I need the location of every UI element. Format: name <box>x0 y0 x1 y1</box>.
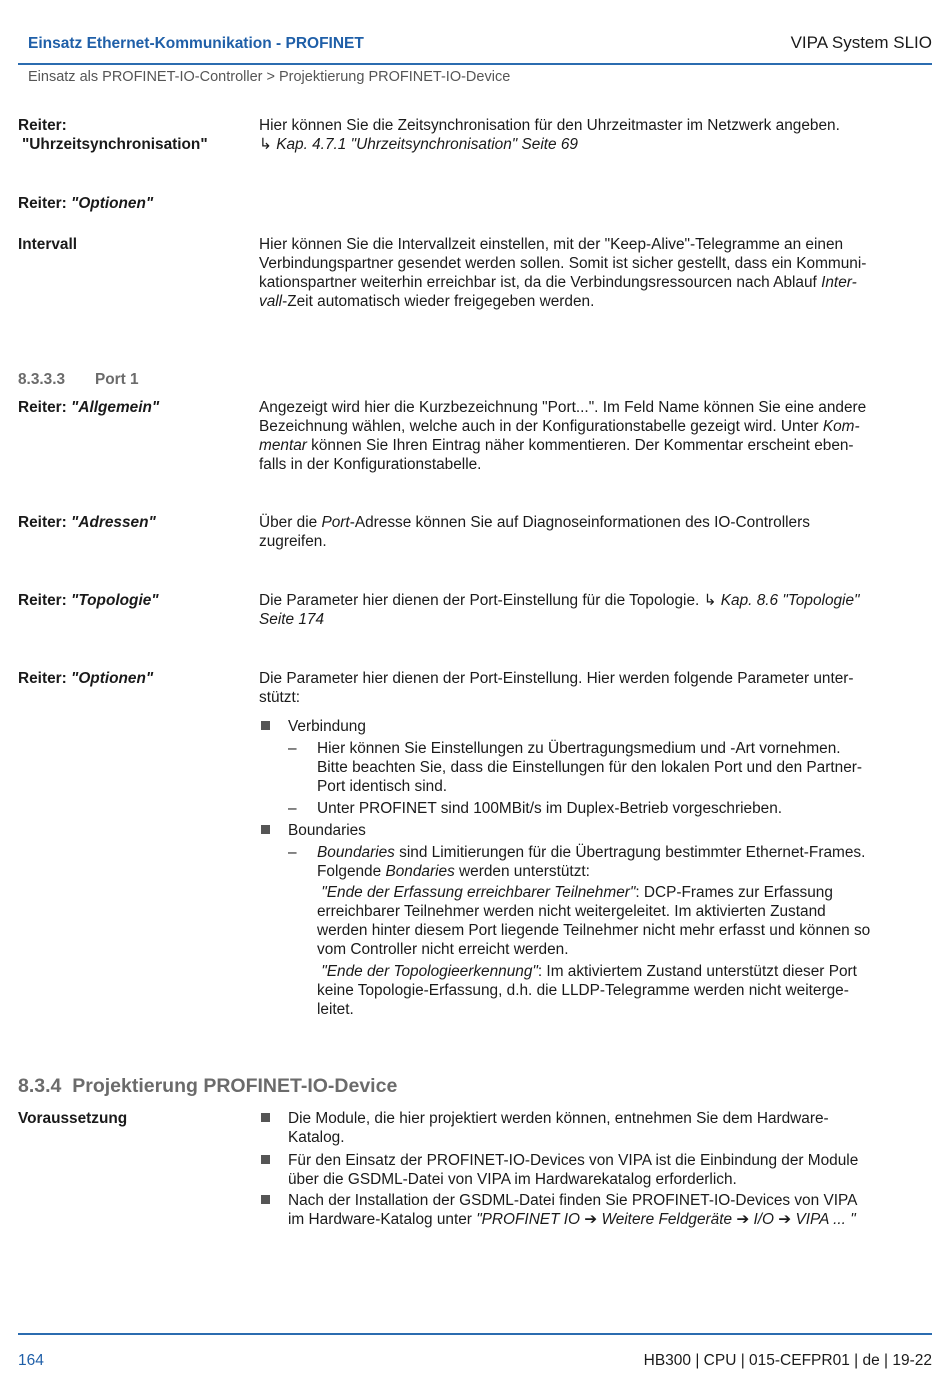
section-number: 8.3.4 <box>18 1075 62 1097</box>
bullet-item <box>259 1151 931 1189</box>
line: Port identisch sind. <box>317 778 448 795</box>
line <box>317 883 931 902</box>
label-prefix: Reiter: <box>18 670 67 687</box>
bullet-square-icon <box>261 721 270 730</box>
line <box>317 962 931 981</box>
line <box>259 273 931 292</box>
label-prefix: Reiter: <box>18 195 67 212</box>
section-title: Port 1 <box>95 371 139 388</box>
label-name: "Optionen" <box>71 670 154 687</box>
text: -Adresse können Sie auf Diagnoseinformationen des IO-Controllers <box>349 514 810 531</box>
line: Die Module, die hier projektiert werden können, entnehmen Sie dem Hardware- <box>288 1110 829 1127</box>
bullet-text: Boundaries <box>288 822 366 839</box>
line: Katalog. <box>288 1129 345 1146</box>
line: Verbindungspartner gesendet werden sollen. Somit ist sicher gestellt, dass ein Kommuni- <box>259 255 867 272</box>
boundary-option <box>317 883 931 959</box>
line <box>259 591 931 610</box>
line: über die GSDML-Datei von VIPA im Hardwarekatalog erforderlich. <box>288 1171 737 1188</box>
italic-term: Kom- <box>822 418 860 435</box>
bullet-text <box>288 1109 931 1147</box>
section-number: 8.3.3.3 <box>18 371 66 388</box>
line: Hier können Sie die Intervallzeit einstellen, mit der "Keep-Alive"-Telegramme an einen <box>259 236 844 253</box>
dash-marker: – <box>288 740 297 757</box>
text: Bezeichnung wählen, welche auch in der Konfigurationstabelle gezeigt wird. Unter <box>259 418 823 435</box>
chapter-title: Einsatz Ethernet-Kommunikation - PROFINET <box>28 35 364 52</box>
bullet-item <box>259 1191 931 1229</box>
italic-term: Port <box>321 514 350 531</box>
line: Für den Einsatz der PROFINET-IO-Devices von VIPA ist die Einbindung der Module <box>288 1152 859 1169</box>
header-divider <box>18 63 932 65</box>
cross-reference-link[interactable] <box>259 135 931 154</box>
section-heading <box>18 1077 397 1096</box>
line: erreichbarer Teilnehmer werden nicht weitergeleitet. Im aktivierten Zustand <box>317 903 826 920</box>
bullet-text <box>288 1151 931 1189</box>
bullet-square-icon <box>261 1195 270 1204</box>
line: keine Topologie-Erfassung, d.h. die LLDP-Telegramme werden nicht weiterge- <box>317 982 849 999</box>
bullet-item <box>259 717 931 736</box>
line: leitet. <box>317 1001 354 1018</box>
italic-term: mentar <box>259 437 307 454</box>
text: können Sie Ihren Eintrag näher kommentieren. Der Kommentar erscheint eben- <box>306 437 854 454</box>
line <box>259 292 931 311</box>
label-name: "Allgemein" <box>71 399 160 416</box>
text: sind Limitierungen für die Übertragung bestimmter Ethernet-Frames. <box>394 844 866 861</box>
label-name: "Topologie" <box>71 592 159 609</box>
document-id: HB300 | CPU | 015-CEFPR01 | de | 19-22 <box>643 1352 932 1369</box>
text: : Im aktiviertem Zustand unterstützt dieser Port <box>537 963 857 980</box>
label-uhrzeitsynchronisation <box>18 116 243 154</box>
cross-reference-link[interactable]: Kap. 8.6 "Topologie" <box>720 592 860 609</box>
line: Angezeigt wird hier die Kurzbezeichnung "Port...". Im Feld Name können Sie eine andere <box>259 399 867 416</box>
bullet-square-icon <box>261 1155 270 1164</box>
line <box>288 1210 931 1229</box>
text-uhrzeitsynchronisation <box>259 116 931 154</box>
text: im Hardware-Katalog unter <box>288 1211 477 1228</box>
line <box>259 513 931 532</box>
bullet-square-icon <box>261 825 270 834</box>
text: Über die <box>259 514 322 531</box>
line <box>259 436 931 455</box>
label-name: "Optionen" <box>71 195 154 212</box>
line <box>259 610 931 629</box>
bullet-text: Verbindung <box>288 718 366 735</box>
bullet-text <box>288 1191 931 1229</box>
footer-divider <box>18 1333 932 1335</box>
breadcrumb: Einsatz als PROFINET-IO-Controller > Projektierung PROFINET-IO-Device <box>28 69 511 85</box>
dash-text: Unter PROFINET sind 100MBit/s im Duplex-Betrieb vorgeschrieben. <box>317 800 783 817</box>
bullet-item <box>259 821 931 840</box>
text: Die Parameter hier dienen der Port-Einstellung für die Topologie. <box>259 592 700 609</box>
description: Hier können Sie die Zeitsynchronisation für den Uhrzeitmaster im Netzwerk angeben. <box>259 117 840 134</box>
text-allgemein <box>259 398 931 474</box>
dash-marker: – <box>288 800 297 817</box>
text: : DCP-Frames zur Erfassung <box>635 884 833 901</box>
dash-item <box>288 739 931 796</box>
label-name: "Uhrzeitsynchronisation" <box>22 136 208 153</box>
option-name: "Ende der Erfassung erreichbarer Teilnehmer" <box>321 884 636 901</box>
dash-text <box>317 739 931 796</box>
link-arrow-icon: ↳ <box>703 592 717 609</box>
dash-marker: – <box>288 844 297 861</box>
label-prefix: Reiter: <box>18 592 67 609</box>
line <box>259 417 931 436</box>
dash-text <box>317 843 931 881</box>
section-title: Projektierung PROFINET-IO-Device <box>72 1075 398 1097</box>
label-intervall: Intervall <box>18 236 78 253</box>
label-topologie <box>18 591 258 610</box>
bullet-item <box>259 1109 931 1147</box>
boundary-option <box>317 962 931 1019</box>
catalog-path: "PROFINET IO ➔ Weitere Feldgeräte ➔ I/O ➔ VIPA ... " <box>476 1211 856 1228</box>
text-topologie <box>259 591 931 629</box>
italic-term: Inter- <box>821 274 857 291</box>
line: Bitte beachten Sie, dass die Einstellungen für den lokalen Port und den Partner- <box>317 759 863 776</box>
text: Folgende <box>317 863 386 880</box>
line: vom Controller nicht erreicht werden. <box>317 941 569 958</box>
label-allgemein <box>18 398 258 417</box>
italic-term: vall <box>259 293 283 310</box>
product-name: VIPA System SLIO <box>790 33 932 52</box>
text: -Zeit automatisch wieder freigegeben werden. <box>282 293 595 310</box>
italic-term: Bondaries <box>385 863 455 880</box>
label-optionen <box>18 194 418 213</box>
label-name: "Adressen" <box>71 514 156 531</box>
line: zugreifen. <box>259 533 327 550</box>
dash-item <box>288 799 931 818</box>
text: werden unterstützt: <box>454 863 590 880</box>
label-optionen-port <box>18 669 258 688</box>
line <box>317 843 931 862</box>
option-name: "Ende der Topologieerkennung" <box>321 963 538 980</box>
text-adressen <box>259 513 931 551</box>
label-adressen <box>18 513 258 532</box>
line: stützt: <box>259 689 301 706</box>
dash-item <box>288 843 931 881</box>
page-number: 164 <box>18 1352 44 1369</box>
label-voraussetzung: Voraussetzung <box>18 1110 128 1127</box>
label-prefix: Reiter: <box>18 399 67 416</box>
line <box>317 862 931 881</box>
line: Die Parameter hier dienen der Port-Einstellung. Hier werden folgende Parameter unter- <box>259 670 854 687</box>
italic-term: Boundaries <box>317 844 395 861</box>
label-prefix: Reiter: <box>18 514 67 531</box>
line: Hier können Sie Einstellungen zu Übertragungsmedium und -Art vornehmen. <box>317 740 841 757</box>
cross-reference-link[interactable]: Seite 174 <box>259 611 325 628</box>
link-arrow-icon: ↳ <box>259 136 272 153</box>
link-text[interactable]: Kap. 4.7.1 "Uhrzeitsynchronisation" Seite 69 <box>276 136 578 153</box>
line: falls in der Konfigurationstabelle. <box>259 456 482 473</box>
line: Nach der Installation der GSDML-Datei finden Sie PROFINET-IO-Devices von VIPA <box>288 1192 858 1209</box>
text-intervall <box>259 235 931 311</box>
bullet-square-icon <box>261 1113 270 1122</box>
label-prefix: Reiter: <box>18 117 67 134</box>
text: kationspartner weiterhin erreichbar ist, da die Verbindungsressourcen nach Ablauf <box>259 274 822 291</box>
line: werden hinter diesem Port liegende Teilnehmer nicht mehr erfasst und können so <box>317 922 871 939</box>
text-optionen-port <box>259 669 931 707</box>
